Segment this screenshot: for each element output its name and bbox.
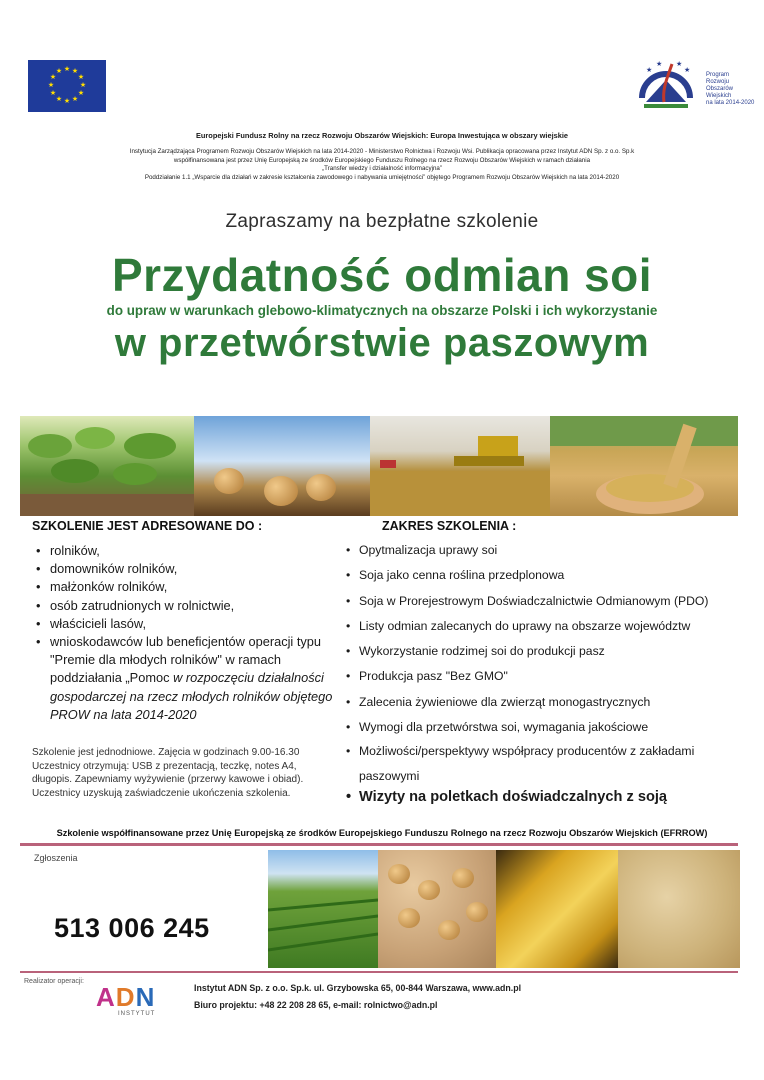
list-item: • domowników rolników, xyxy=(36,560,336,578)
harvester-icon xyxy=(370,416,550,516)
soy-bean-shape xyxy=(214,468,244,494)
soy-bean-shape xyxy=(418,880,440,900)
list-item: • właścicieli lasów, xyxy=(36,615,336,633)
svg-text:★: ★ xyxy=(55,67,63,75)
registration-label: Zgłoszenia xyxy=(34,853,78,863)
prow-logo xyxy=(636,58,755,118)
contact-office: Biuro projektu: +48 22 208 28 65, e-mail: rolnictwo@adn.pl xyxy=(194,1000,438,1010)
svg-text:★: ★ xyxy=(676,60,683,68)
phone-number[interactable]: 513 006 245 xyxy=(54,913,210,943)
photo-strip xyxy=(20,416,738,516)
soy-bean-shape xyxy=(452,868,474,888)
list-item: • Wykorzystanie rodzimej soi do produkcji pasz xyxy=(346,642,746,667)
adn-letter: N xyxy=(135,982,156,1012)
svg-text:★: ★ xyxy=(47,81,55,89)
audience-heading: SZKOLENIE JEST ADRESOWANE DO : xyxy=(32,519,263,533)
adn-logo xyxy=(96,982,172,1016)
adn-letter: A xyxy=(96,982,116,1012)
soybeans-photo xyxy=(378,850,496,968)
list-item: • małżonków rolników, xyxy=(36,578,336,596)
list-item: • osób zatrudnionych w rolnictwie, xyxy=(36,597,336,615)
divider xyxy=(20,843,738,846)
list-item: • Opytmalizacja uprawy soi xyxy=(346,541,746,566)
cofinancing-note: Szkolenie współfinansowane przez Unię Europejską ze środków Europejskiego Funduszu Rolnego na rzecz Rozwoju Obszarów Wiejskich (EFRROW) xyxy=(56,828,708,838)
contact-address: Instytut ADN Sp. z o.o. Sp.k. ul. Grzybowska 65, 00-844 Warszawa, www.adn.pl xyxy=(194,983,522,993)
soy-beans-hands-photo xyxy=(550,416,738,516)
svg-text:★: ★ xyxy=(63,97,71,105)
audience-list xyxy=(36,542,336,724)
svg-text:★: ★ xyxy=(63,65,71,73)
training-note: Szkolenie jest jednodniowe. Zajęcia w godzinach 9.00-16.30 Uczestnicy otrzymują: USB z prezentacją, teczkę, notes A4, długopis. Zapewniamy wyżywienie (przerwy kawowe i obiad). Uczestnicy uzyskują zaświadczenie ukończenia szkolenia. xyxy=(32,747,304,799)
svg-text:★: ★ xyxy=(79,81,87,89)
eu-flag-icon xyxy=(28,60,106,112)
title-subtitle: do upraw w warunkach glebowo-klimatycznych na obszarze Polski i ich wykorzystanie xyxy=(106,303,658,318)
soy-meal-photo xyxy=(618,850,740,968)
svg-text:★: ★ xyxy=(646,66,653,74)
soy-bean-shape xyxy=(438,920,460,940)
soy-bean-shape xyxy=(306,474,336,501)
scope-heading: ZAKRES SZKOLENIA : xyxy=(382,519,517,533)
list-item: • Możliwości/perspektywy współpracy producentów z zakładami paszowymi xyxy=(346,739,746,789)
divider xyxy=(20,971,738,973)
harvester-photo xyxy=(370,416,550,516)
title-main: Przydatność odmian soi xyxy=(111,249,653,301)
hands-beans-icon xyxy=(550,416,738,516)
soy-field-photo xyxy=(268,850,378,968)
list-item-italic-text: w rozpoczęciu działalności gospodarczej na rzecz młodych rolników objętego PROW na lata 2014-2020 xyxy=(50,670,333,722)
list-item: • Wymogi dla przetwórstwa soi, wymagania jakościowe xyxy=(346,718,746,743)
list-item: • Listy odmian zalecanych do uprawy na obszarze województw xyxy=(346,617,746,642)
adn-letter: D xyxy=(115,982,136,1012)
soy-bean-shape xyxy=(388,864,410,884)
svg-text:★: ★ xyxy=(71,95,79,103)
svg-text:★: ★ xyxy=(49,89,57,97)
soy-leaves-icon xyxy=(20,416,194,516)
fund-name: Europejski Fundusz Rolny na rzecz Rozwoju Obszarów Wiejskich: Europa Inwestująca w obszary wiejskie xyxy=(195,131,569,140)
svg-text:★: ★ xyxy=(77,89,85,97)
prow-emblem-icon xyxy=(636,58,696,114)
soy-pods-photo xyxy=(194,416,370,516)
list-item: • Soja w Prorejestrowym Doświadczalnictwie Odmianowym (PDO) xyxy=(346,592,746,617)
list-item: • Soja jako cenna roślina przedplonowa xyxy=(346,566,746,591)
title-second-line: w przetwórstwie paszowym xyxy=(114,321,650,365)
institution-info: Instytucja Zarządzająca Programem Rozwoju Obszarów Wiejskich na lata 2014-2020 - Ministerstwo Rolnictwa i Rozwoju Wsi. Publikacja opracowana przez Instytut ADN Sp. z o.o. Sp.k współfinansowana jest przez Unię Europejską ze środków Europejskiego Funduszu Rolnego na rzecz Rozwoju Obszarów Wiejskich w ramach działania „Transfer wiedzy i działalność informacyjna” Poddziałanie 1.1 „Wsparcie dla działań w zakresie kształcenia zawodowego i nabywania umiejętności” objętego Programem Rozwoju Obszarów Wiejskich na lata 2014-2020 xyxy=(129,148,635,181)
list-item: • rolników, xyxy=(36,542,336,560)
soy-oil-photo xyxy=(496,850,618,968)
svg-text:★: ★ xyxy=(49,73,57,81)
prow-logo-text: Program Rozwoju Obszarów Wiejskich na lata 2014-2020 xyxy=(706,72,755,106)
soy-plants-photo xyxy=(20,416,194,516)
scope-list xyxy=(346,541,746,814)
list-item-text: wnioskodawców lub beneficjentów operacji typu "Premie dla młodych rolników" w ramach poddziałania „Pomoc xyxy=(50,634,322,686)
invite-text: Zapraszamy na bezpłatne szkolenie xyxy=(225,211,539,232)
svg-text:★: ★ xyxy=(656,60,663,68)
eu-stars-icon xyxy=(28,60,106,112)
field-rows-icon xyxy=(268,850,378,968)
realizator-label: Realizator operacji: xyxy=(24,978,84,985)
list-item xyxy=(36,633,336,724)
svg-text:★: ★ xyxy=(71,67,79,75)
adn-logo-letters xyxy=(96,982,155,1013)
soy-bean-shape xyxy=(466,902,488,922)
soy-bean-shape xyxy=(264,476,298,506)
list-item: • Produkcja pasz "Bez GMO" xyxy=(346,667,746,692)
svg-text:★: ★ xyxy=(55,95,63,103)
list-item-highlight: • Wizyty na poletkach doświadczalnych z soją xyxy=(346,788,746,813)
adn-logo-sub: INSTYTUT xyxy=(118,1011,156,1017)
product-photo-strip xyxy=(268,850,740,968)
svg-text:★: ★ xyxy=(684,66,691,74)
svg-text:★: ★ xyxy=(77,73,85,81)
list-item: • Zalecenia żywieniowe dla zwierząt monogastrycznych xyxy=(346,693,746,718)
soy-bean-shape xyxy=(398,908,420,928)
